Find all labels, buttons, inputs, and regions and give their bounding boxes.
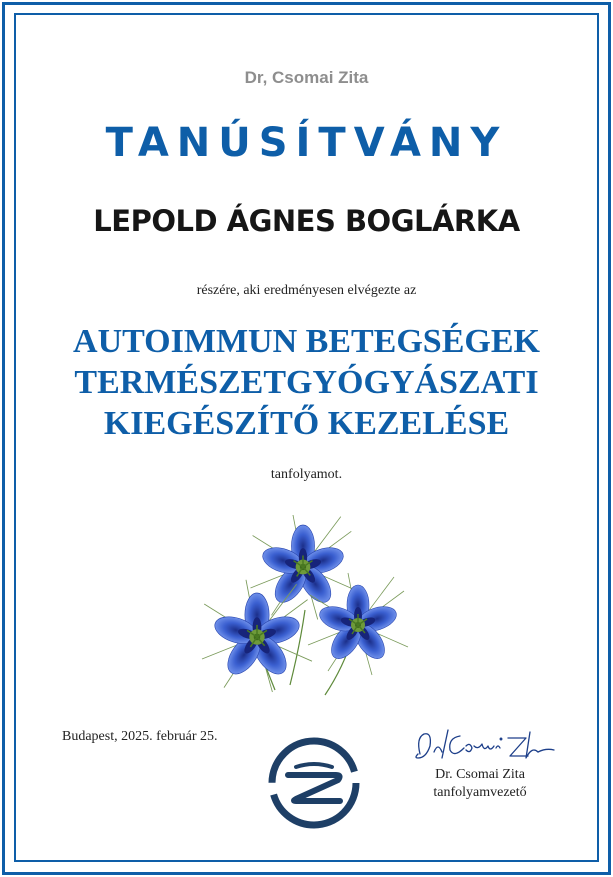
place-and-date: Budapest, 2025. február 25. xyxy=(62,729,218,744)
certificate-title: TANÚSÍTVÁNY xyxy=(105,120,508,166)
recipient-name: LEPOLD ÁGNES BOGLÁRKA xyxy=(93,204,520,238)
signature-image xyxy=(412,724,562,768)
course-title-line-3: KIEGÉSZÍTŐ KEZELÉSE xyxy=(103,405,510,442)
signer-name: Dr. Csomai Zita xyxy=(435,767,525,782)
course-title xyxy=(0,321,613,444)
course-title-line-1: AUTOIMMUN BETEGSÉGEK xyxy=(73,323,540,360)
course-suffix: tanfolyamot. xyxy=(270,467,343,482)
signer-block xyxy=(400,766,560,802)
completion-text: részére, aki eredményesen elvégezte az xyxy=(196,283,417,298)
flower-illustration xyxy=(195,515,420,710)
signer-role: tanfolyamvezető xyxy=(433,785,527,800)
logo-cz-emblem xyxy=(268,737,360,829)
course-title-line-2: TERMÉSZETGYÓGYÁSZATI xyxy=(74,364,539,401)
issuer-name: Dr, Csomai Zita xyxy=(244,68,369,87)
